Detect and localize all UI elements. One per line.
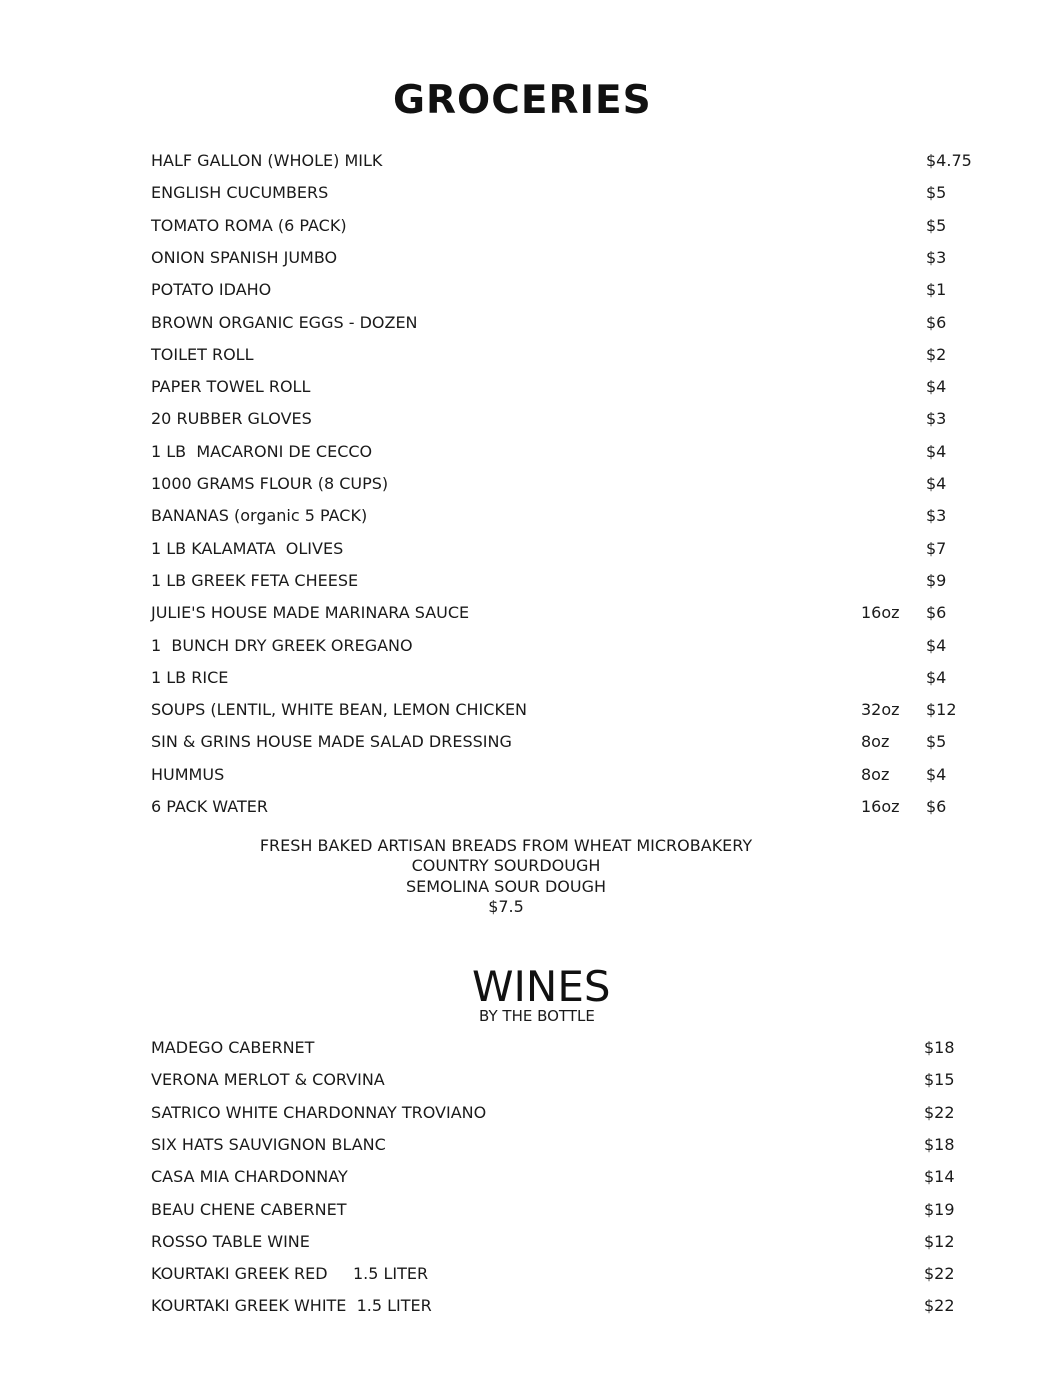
item-name: CASA MIA CHARDONNAY (151, 1167, 348, 1187)
item-size: 8oz (861, 764, 890, 784)
item-name: SIX HATS SAUVIGNON BLANC (151, 1134, 386, 1154)
item-name: KOURTAKI GREEK WHITE 1.5 LITER (151, 1296, 432, 1316)
wine-row (151, 1166, 981, 1188)
grocery-row (151, 182, 981, 204)
item-price: $7 (926, 538, 947, 558)
item-size: 16oz (861, 603, 900, 623)
grocery-row (151, 699, 981, 721)
item-price: $4 (926, 764, 947, 784)
wine-row (151, 1263, 981, 1285)
item-name: TOMATO ROMA (6 PACK) (151, 215, 347, 235)
item-price: $18 (924, 1134, 955, 1154)
grocery-row (151, 764, 981, 786)
item-name: 1 LB RICE (151, 667, 229, 687)
grocery-row (151, 279, 981, 301)
item-price: $15 (924, 1070, 955, 1090)
item-price: $18 (924, 1038, 955, 1057)
item-name: BANANAS (organic 5 PACK) (151, 506, 368, 526)
item-size: 16oz (861, 797, 900, 816)
wine-row (151, 1199, 981, 1221)
item-name: TOILET ROLL (151, 344, 254, 364)
item-price: $4 (926, 635, 947, 655)
grocery-row (151, 570, 981, 592)
item-price: $1 (926, 280, 947, 300)
grocery-row (151, 538, 981, 560)
item-price: $4 (926, 441, 947, 461)
item-name: ONION SPANISH JUMBO (151, 247, 338, 267)
item-size: 32oz (861, 700, 900, 720)
item-name: BROWN ORGANIC EGGS - DOZEN (151, 312, 418, 332)
grocery-row (151, 247, 981, 269)
item-name: 1000 GRAMS FLOUR (8 CUPS) (151, 474, 389, 493)
item-name: ENGLISH CUCUMBERS (151, 183, 329, 203)
wine-row (151, 1069, 981, 1091)
bread-item: COUNTRY SOURDOUGH (411, 856, 601, 876)
breads-section (0, 836, 1012, 917)
groceries-title: GROCERIES (393, 78, 652, 123)
item-name: 6 PACK WATER (151, 797, 268, 816)
item-price: $6 (926, 312, 947, 332)
wine-row (151, 1295, 981, 1317)
item-name: PAPER TOWEL ROLL (151, 377, 311, 397)
item-name: JULIE'S HOUSE MADE MARINARA SAUCE (151, 603, 470, 623)
item-price: $3 (926, 409, 947, 429)
item-price: $5 (926, 215, 947, 235)
item-price: $22 (924, 1264, 955, 1284)
grocery-row (151, 441, 981, 463)
grocery-row (151, 473, 981, 495)
item-price: $4 (926, 474, 947, 493)
item-name: ROSSO TABLE WINE (151, 1231, 310, 1251)
bread-item: SEMOLINA SOUR DOUGH (405, 876, 606, 896)
grocery-row (151, 667, 981, 689)
item-name: SATRICO WHITE CHARDONNAY TROVIANO (151, 1102, 487, 1122)
item-price: $4.75 (926, 151, 972, 170)
grocery-row (151, 635, 981, 657)
wine-row (151, 1134, 981, 1156)
item-price: $9 (926, 570, 947, 590)
item-name: 1 LB GREEK FETA CHEESE (151, 570, 359, 590)
item-price: $5 (926, 732, 947, 752)
grocery-row (151, 731, 981, 753)
wine-row (151, 1102, 981, 1124)
item-name: MADEGO CABERNET (151, 1038, 315, 1057)
grocery-row (151, 376, 981, 398)
breads-heading: FRESH BAKED ARTISAN BREADS FROM WHEAT MICROBAKERY (259, 836, 753, 855)
item-name: HUMMUS (151, 764, 225, 784)
item-price: $19 (924, 1199, 955, 1219)
item-name: POTATO IDAHO (151, 280, 272, 300)
grocery-row (151, 150, 981, 172)
grocery-row (151, 215, 981, 237)
item-size: 8oz (861, 732, 890, 752)
item-price: $12 (924, 1231, 955, 1251)
wines-title: WINES (472, 962, 611, 1011)
item-name: HALF GALLON (WHOLE) MILK (151, 151, 383, 170)
item-price: $4 (926, 377, 947, 397)
item-price: $14 (924, 1167, 955, 1187)
grocery-row (151, 602, 981, 624)
grocery-row (151, 796, 981, 818)
grocery-row (151, 505, 981, 527)
item-price: $6 (926, 797, 947, 816)
item-name: SIN & GRINS HOUSE MADE SALAD DRESSING (151, 732, 512, 752)
item-price: $3 (926, 247, 947, 267)
item-price: $6 (926, 603, 947, 623)
item-name: 1 LB KALAMATA OLIVES (151, 538, 344, 558)
item-name: VERONA MERLOT & CORVINA (151, 1070, 385, 1090)
wines-subtitle: BY THE BOTTLE (479, 1007, 595, 1025)
item-name: BEAU CHENE CABERNET (151, 1199, 347, 1219)
item-price: $4 (926, 667, 947, 687)
grocery-row (151, 344, 981, 366)
item-price: $12 (926, 700, 957, 720)
item-price: $22 (924, 1102, 955, 1122)
item-price: $22 (924, 1296, 955, 1316)
item-name: KOURTAKI GREEK RED 1.5 LITER (151, 1264, 429, 1284)
item-name: SOUPS (LENTIL, WHITE BEAN, LEMON CHICKEN (151, 700, 528, 720)
grocery-row (151, 408, 981, 430)
breads-price: $7.5 (488, 896, 524, 916)
item-price: $3 (926, 506, 947, 526)
item-name: 20 RUBBER GLOVES (151, 409, 312, 429)
item-name: 1 LB MACARONI DE CECCO (151, 441, 373, 461)
item-price: $5 (926, 183, 947, 203)
item-name: 1 BUNCH DRY GREEK OREGANO (151, 635, 413, 655)
wine-row (151, 1037, 981, 1059)
item-price: $2 (926, 344, 947, 364)
grocery-row (151, 312, 981, 334)
wine-row (151, 1231, 981, 1253)
